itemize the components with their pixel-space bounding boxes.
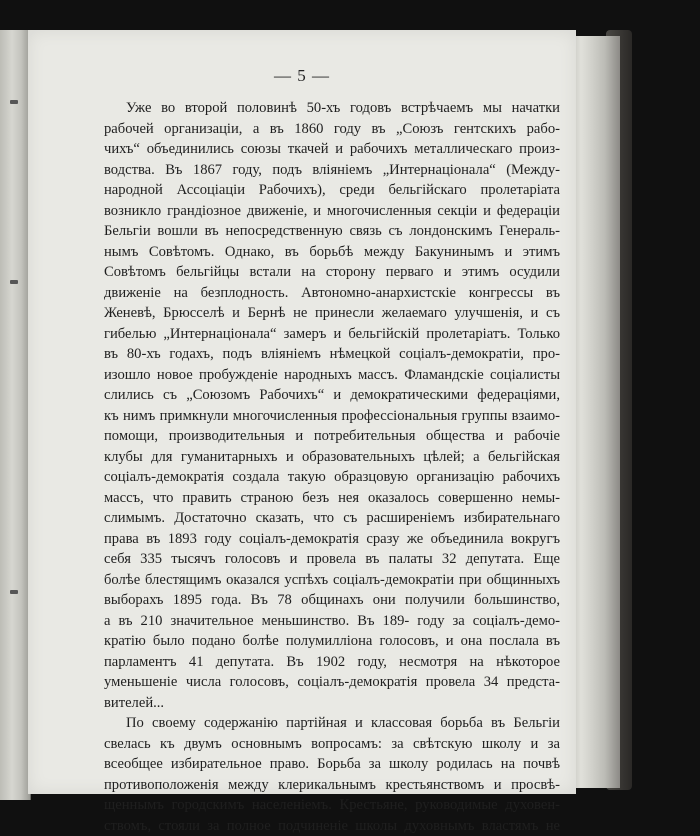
text-line: массъ, что править страною безъ нея оказалось совершенно немы- — [104, 488, 560, 509]
text-line: права въ 1893 году соціалъ-демократія сразу же объединила вокругъ — [104, 529, 560, 550]
text-line: къ нимъ примкнули многочисленныя профессіональныя группы взаимо- — [104, 406, 560, 427]
text-line: парламентъ 41 депутата. Въ 1902 году, несмотря на нѣкоторое — [104, 652, 560, 673]
binding-staple — [10, 100, 18, 104]
text-line: себя 335 тысячъ голосовъ и провела въ палаты 32 депутата. Еще — [104, 549, 560, 570]
text-line: противоположенія между клерикальнымъ крестьянствомъ и просвѣ- — [104, 775, 560, 796]
text-line: выборахъ 1895 года. Въ 78 общинахъ они получили большинство, — [104, 590, 560, 611]
text-line: народной Ассоціаціи Рабочихъ), среди бельгійскаго пролетаріата — [104, 180, 560, 201]
text-line: соціалъ-демократія создала такую образцовую организацію рабочихъ — [104, 467, 560, 488]
facing-page-edge — [0, 30, 31, 800]
text-line: чихъ“ объединились союзы ткачей и рабочихъ металлическаго произ- — [104, 139, 560, 160]
text-line: слились съ „Союзомъ Рабочихъ“ и демократическими федераціями, — [104, 385, 560, 406]
text-line: болѣе блестящимъ оказался успѣхъ соціалъ-демократіи при общинныхъ — [104, 570, 560, 591]
text-line: Совѣтомъ бельгійцы встали на сторону перваго и этимъ осудили — [104, 262, 560, 283]
text-line: слимымъ. Достаточно сказать, что съ расширеніемъ избирательнаго — [104, 508, 560, 529]
binding-staple — [10, 280, 18, 284]
text-line: Уже во второй половинѣ 50-хъ годовъ встрѣчаемъ мы начатки — [104, 98, 560, 119]
text-line: рабочей организаціи, а въ 1860 году въ „Союзъ гентскихъ рабо- — [104, 119, 560, 140]
text-line: всеобщее избирательное право. Борьба за школу родилась на почвѣ — [104, 754, 560, 775]
text-line: помощи, производительныя и потребительныя общества и рабочіе — [104, 426, 560, 447]
text-line: водства. Въ 1867 году, подъ вліяніемъ „Интернаціонала“ (Между- — [104, 160, 560, 181]
text-line: вителей... — [104, 693, 560, 714]
text-line: ствомъ, стояли за полное подчиненіе школы духовнымъ властямъ не — [104, 816, 560, 836]
text-line: а въ 210 значительное меньшинство. Въ 189- году за соціалъ-демо- — [104, 611, 560, 632]
text-line: изошло новое пробужденіе народныхъ массъ. Фламандскіе соціалисты — [104, 365, 560, 386]
text-line: движеніе на безплодность. Автономно-анархистскіе конгрессы въ — [104, 283, 560, 304]
text-line: Женевѣ, Брюсселѣ и Бернѣ не принесли желаемаго улучшенія, и съ — [104, 303, 560, 324]
page-number: — 5 — — [28, 66, 576, 86]
text-line: щеннымъ городскимъ населеніемъ. Крестьяне, руководимые духовен- — [104, 795, 560, 816]
book-page — [28, 30, 576, 794]
text-line: гибелью „Интернаціонала“ замеръ и бельгійскій пролетаріатъ. Только — [104, 324, 560, 345]
text-line: свелась къ двумъ основнымъ вопросамъ: за свѣтскую школу и за — [104, 734, 560, 755]
text-line: возникло грандіозное движеніе, и многочисленныя секціи и федераціи — [104, 201, 560, 222]
text-line: клубы для гуманитарныхъ и образовательныхъ цѣлей; а бельгійская — [104, 447, 560, 468]
binding-staple — [10, 590, 18, 594]
text-line: нымъ Совѣтомъ. Однако, въ борьбѣ между Бакунинымъ и этимъ — [104, 242, 560, 263]
text-line: въ 80-хъ годахъ, подъ вліяніемъ нѣмецкой соціалъ-демократіи, про- — [104, 344, 560, 365]
text-line: уменьшеніе числа голосовъ, соціалъ-демократія провела 34 предста- — [104, 672, 560, 693]
text-line: кратію было подано болѣе полумилліона голосовъ, и она послала въ — [104, 631, 560, 652]
text-line: По своему содержанію партійная и классовая борьба въ Бельгіи — [104, 713, 560, 734]
text-line: Бельгіи вошли въ непосредственную связь съ лондонскимъ Генераль- — [104, 221, 560, 242]
body-text — [104, 98, 560, 836]
